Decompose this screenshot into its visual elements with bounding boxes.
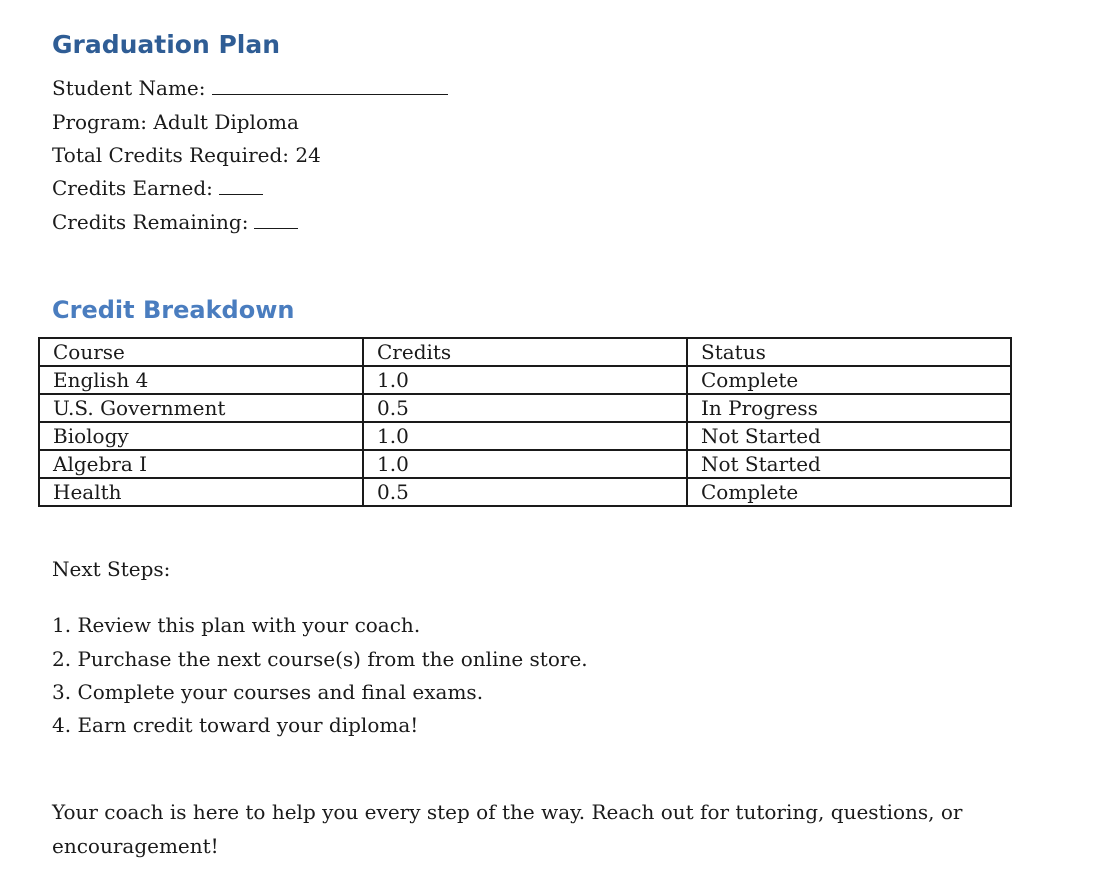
- credits-remaining-blank: [254, 210, 298, 229]
- cell-credits: 1.0: [363, 366, 687, 394]
- student-name-line: [52, 74, 448, 102]
- cell-credits: 0.5: [363, 478, 687, 506]
- credits-remaining-label: Credits Remaining:: [52, 210, 249, 234]
- cell-course: English 4: [39, 366, 363, 394]
- next-step-item: 4. Earn credit toward your diploma!: [52, 713, 419, 737]
- credits-earned-label: Credits Earned:: [52, 176, 213, 200]
- credit-breakdown-table: [38, 337, 1012, 507]
- credits-earned-blank: [219, 176, 263, 195]
- total-credits-line: Total Credits Required: 24: [52, 143, 321, 167]
- table-header-row: [39, 338, 1011, 366]
- program-line: Program: Adult Diploma: [52, 110, 299, 134]
- cell-credits: 1.0: [363, 450, 687, 478]
- next-step-item: 3. Complete your courses and final exams.: [52, 680, 484, 704]
- closing-paragraph: Your coach is here to help you every step of the way. Reach out for tutoring, questions, or encouragement!: [52, 800, 963, 858]
- student-name-label: Student Name:: [52, 76, 206, 100]
- next-steps-label: Next Steps:: [52, 557, 171, 581]
- cell-course: Health: [39, 478, 363, 506]
- cell-course: U.S. Government: [39, 394, 363, 422]
- cell-credits: 1.0: [363, 422, 687, 450]
- header-credits: Credits: [363, 338, 687, 366]
- cell-status: In Progress: [687, 394, 1011, 422]
- header-course: Course: [39, 338, 363, 366]
- credits-remaining-line: [52, 208, 298, 236]
- student-name-blank: [212, 76, 448, 95]
- cell-status: Complete: [687, 366, 1011, 394]
- next-step-item: 2. Purchase the next course(s) from the online store.: [52, 647, 588, 671]
- table-row: [39, 366, 1011, 394]
- cell-course: Algebra I: [39, 450, 363, 478]
- cell-status: Not Started: [687, 450, 1011, 478]
- cell-credits: 0.5: [363, 394, 687, 422]
- page-title: Graduation Plan: [52, 30, 281, 59]
- section-title-credit-breakdown: Credit Breakdown: [52, 296, 295, 324]
- table-row: [39, 450, 1011, 478]
- table-row: [39, 478, 1011, 506]
- next-step-item: 1. Review this plan with your coach.: [52, 613, 421, 637]
- cell-status: Not Started: [687, 422, 1011, 450]
- header-status: Status: [687, 338, 1011, 366]
- cell-status: Complete: [687, 478, 1011, 506]
- cell-course: Biology: [39, 422, 363, 450]
- table-row: [39, 394, 1011, 422]
- table-row: [39, 422, 1011, 450]
- credits-earned-line: [52, 174, 263, 202]
